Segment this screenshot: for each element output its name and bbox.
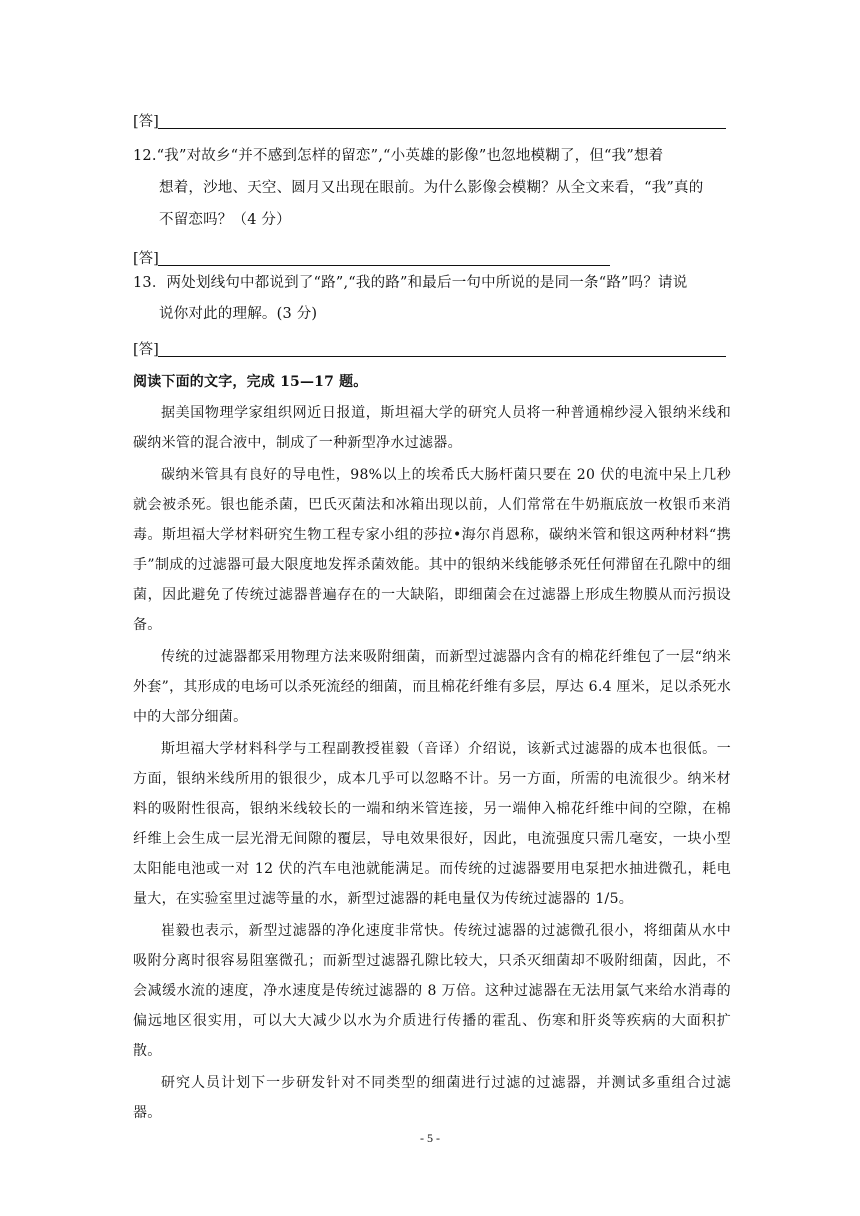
- question-12-line-1: 12.“我”对故乡“并不感到怎样的留恋”,“小英雄的影像”也忽地模糊了，但“我”想着: [133, 148, 664, 164]
- question-13-line-1: 13．两处划线句中都说到了“路”,“我的路”和最后一句中所说的是同一条“路”吗？请说: [133, 275, 688, 291]
- answer-label: [答]: [133, 114, 159, 130]
- article-paragraph: 据美国物理学家组织网近日报道，斯坦福大学的研究人员将一种普通棉纱浸入银纳米线和碳纳米管的混合液中，制成了一种新型净水过滤器。: [133, 405, 731, 451]
- question-13-line-2: 说你对此的理解。(3 分): [159, 306, 318, 322]
- answer-blank-line: [158, 128, 726, 129]
- answer-blank-line: [158, 265, 610, 266]
- question-12-line-3: 不留恋吗？（4 分）: [159, 212, 291, 228]
- article-paragraph: 研究人员计划下一步研发针对不同类型的细菌进行过滤的过滤器，并测试多重组合过滤器。: [133, 1075, 731, 1121]
- article-paragraph: 碳纳米管具有良好的导电性，98%以上的埃希氏大肠杆菌只要在 20 伏的电流中呆上几秒就会被杀死。银也能杀菌，巴氏灭菌法和冰箱出现以前，人们常常在牛奶瓶底放一枚银币来消毒。斯坦福大学材料研究生物工程专家小组的莎拉•海尔肖恩称，碳纳米管和银这两种材料“携手”制成的过滤器可最大限度地发挥杀菌效能。其中的银纳米线能够杀死任何滞留在孔隙中的细菌，因此避免了传统过滤器普遍存在的一大缺陷，即细菌会在过滤器上形成生物膜从而污损设备。: [133, 467, 731, 633]
- page-number: - 5 -: [420, 1131, 440, 1145]
- article-paragraph: 崔毅也表示，新型过滤器的净化速度非常快。传统过滤器的过滤微孔很小，将细菌从水中吸附分离时很容易阻塞微孔；而新型过滤器孔隙比较大，只杀灭细菌却不吸附细菌，因此，不会减缓水流的速度，净水速度是传统过滤器的 8 万倍。这种过滤器在无法用氯气来给水消毒的偏远地区很实用，可以大大减少以水为介质进行传播的霍乱、伤寒和肝炎等疾病的大面积扩散。: [133, 923, 731, 1059]
- article-paragraph: 斯坦福大学材料科学与工程副教授崔毅（音译）介绍说，该新式过滤器的成本也很低。一方面，银纳米线所用的银很少，成本几乎可以忽略不计。另一方面，所需的电流很少。纳米材料的吸附性很高，银纳米线较长的一端和纳米管连接，另一端伸入棉花纤维中间的空隙，在棉纤维上会生成一层光滑无间隙的覆层，导电效果很好，因此，电流强度只需几毫安，一块小型太阳能电池或一对 12 伏的汽车电池就能满足。而传统的过滤器要用电泵把水抽进微孔，耗电量大，在实验室里过滤等量的水，新型过滤器的耗电量仅为传统过滤器的 1/5。: [133, 741, 731, 907]
- section-instruction: 阅读下面的文字，完成 15—17 题。: [133, 374, 368, 390]
- article-paragraph: 传统的过滤器都采用物理方法来吸附细菌，而新型过滤器内含有的棉花纤维包了一层“纳米外套”，其形成的电场可以杀死流经的细菌，而且棉花纤维有多层，厚达 6.4 厘米，足以杀死水中的大部分细菌。: [133, 649, 731, 725]
- answer-label: [答]: [133, 342, 159, 358]
- answer-blank-line: [158, 356, 726, 357]
- answer-label: [答]: [133, 251, 159, 267]
- article-body: [133, 398, 731, 1128]
- question-12-line-2: 想着，沙地、天空、圆月又出现在眼前。为什么影像会模糊？从全文来看，“我”真的: [159, 180, 704, 196]
